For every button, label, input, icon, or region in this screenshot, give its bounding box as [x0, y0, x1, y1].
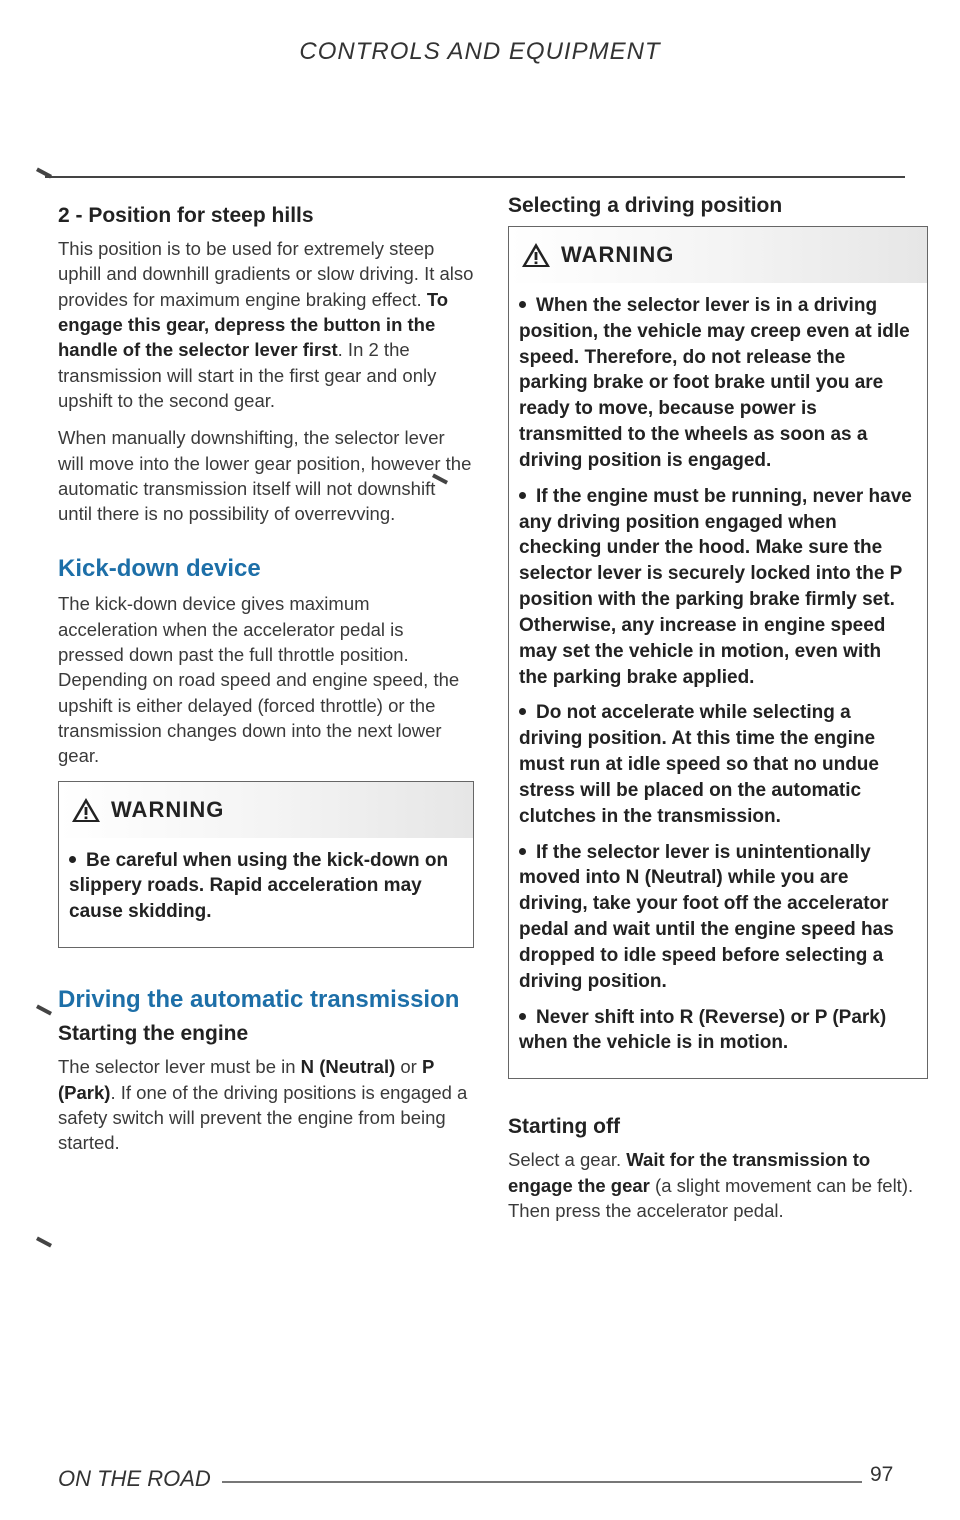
starting-off-paragraph: Select a gear. Wait for the transmission to engage the gear (a slight movement can be felt). Then press the accelerator pedal.: [508, 1149, 914, 1221]
warning-item: Be careful when using the kick-down on slippery roads. Rapid acceleration may cause skidding.: [69, 849, 449, 923]
corner-mark: [36, 167, 52, 178]
warning-item: Do not accelerate while selecting a driving position. At this time the engine must run at idle speed so that no undue stress will be placed on the automatic clutches in the transmission.: [519, 702, 879, 827]
warning-header: [59, 782, 473, 838]
footer-section-title: ON THE ROAD: [58, 1466, 211, 1491]
left-column: [58, 190, 474, 1168]
page-header-title: CONTROLS AND EQUIPMENT: [299, 38, 661, 65]
right-column: [508, 190, 928, 1235]
header-rule: [45, 176, 905, 178]
page-number: 97: [870, 1463, 894, 1486]
warning-item: Never shift into R (Reverse) or P (Park) when the vehicle is in motion.: [519, 1006, 887, 1054]
warning-header: [509, 227, 927, 283]
bullet-dot: [519, 492, 526, 499]
steep-hills-paragraph-1: This position is to be used for extremely steep uphill and downhill gradients or slow driving. It also provides for maximum engine braking effect. To engage this gear, depress the button in the handle of the selector lever first. In 2 the transmission will start in the first gear and only upshift to the second gear.: [58, 238, 474, 412]
steep-hills-heading: 2 - Position for steep hills: [58, 204, 314, 227]
bullet-dot: [519, 848, 526, 855]
selecting-position-heading: Selecting a driving position: [508, 194, 783, 217]
warning-triangle-icon: [521, 242, 551, 268]
corner-mark: [36, 1236, 52, 1247]
bullet-dot: [519, 301, 526, 308]
warning-item: If the engine must be running, never have any driving position engaged when checking under the hood. Make sure the selector lever is securely locked into the P position with the parking brake firmly set. Otherwise, any increase in engine speed may set the vehicle in motion, even with the parking brake applied.: [519, 485, 912, 688]
starting-engine-paragraph: The selector lever must be in N (Neutral) or P (Park). If one of the driving positions is engaged a safety switch will prevent the engine from being started.: [58, 1056, 468, 1154]
warning-label: WARNING: [111, 796, 225, 822]
bullet-dot: [69, 856, 76, 863]
warning-triangle-icon: [71, 797, 101, 823]
warning-item: If the selector lever is unintentionally moved into N (Neutral) while you are driving, take your foot off the accelerator pedal and wait until the engine speed has dropped to idle speed before selecting a driving position.: [519, 841, 894, 992]
bullet-dot: [519, 1013, 526, 1020]
steep-hills-paragraph-2: When manually downshifting, the selector lever will move into the lower gear position, however the automatic transmission itself will not downshift until there is no possibility of overrevving.: [58, 427, 472, 525]
bullet-dot: [519, 708, 526, 715]
kick-down-heading: Kick-down device: [58, 554, 261, 582]
footer-rule: [222, 1481, 862, 1483]
kick-down-warning-box: [58, 781, 474, 948]
starting-engine-heading: Starting the engine: [58, 1022, 249, 1046]
warning-label: WARNING: [561, 242, 675, 267]
kick-down-paragraph: The kick-down device gives maximum acceleration when the accelerator pedal is pressed down past the full throttle position. Depending on road speed and engine speed, the upshift is either delayed (forced throttle) or the transmission changes down into the next lower gear.: [58, 593, 460, 767]
selecting-warning-box: [508, 226, 928, 1079]
driving-automatic-heading: Driving the automatic transmission: [58, 986, 460, 1014]
corner-mark: [36, 1004, 52, 1015]
starting-off-heading: Starting off: [508, 1115, 620, 1139]
warning-item: When the selector lever is in a driving position, the vehicle may creep even at idle speed. Therefore, do not release the parking brake or foot brake until you are ready to move, because power is transmitted to the wheels as soon as a driving position is engaged.: [519, 295, 910, 471]
